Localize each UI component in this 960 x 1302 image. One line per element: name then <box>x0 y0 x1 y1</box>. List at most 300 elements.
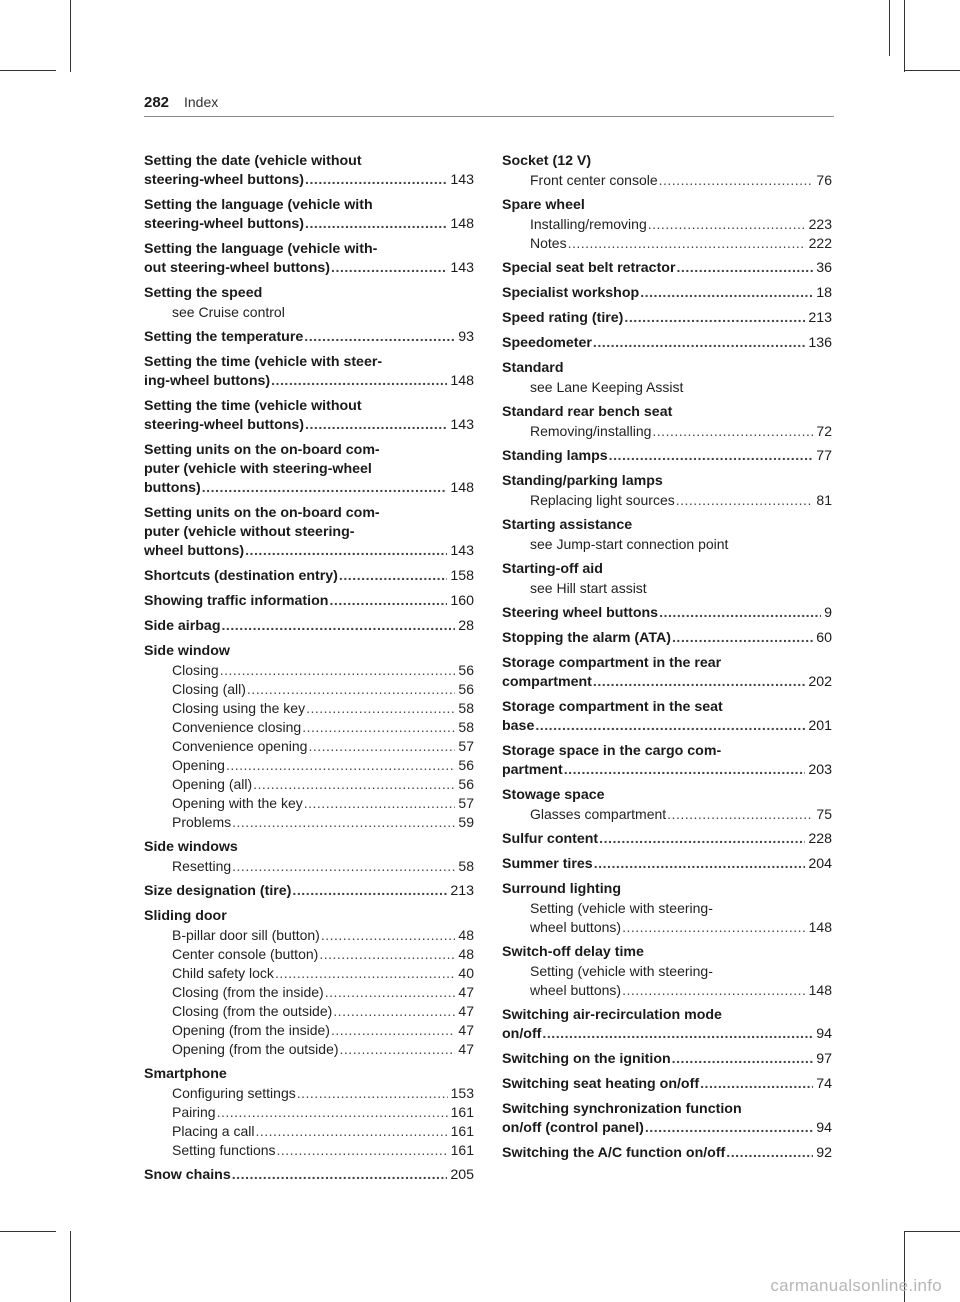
page-ref: 48 <box>458 927 474 943</box>
index-term: Side window <box>144 643 230 659</box>
index-entry <box>502 742 832 780</box>
index-entry <box>144 1065 474 1160</box>
page-ref: 59 <box>458 814 474 830</box>
index-entry <box>144 328 474 347</box>
index-entry <box>502 855 832 874</box>
page-ref: 203 <box>808 762 832 778</box>
index-entry <box>502 1050 832 1069</box>
index-term: Setting the language (vehicle with <box>144 197 373 213</box>
index-subentry-text: B-pillar door sill (button) <box>172 927 320 943</box>
index-subentry <box>144 699 474 718</box>
index-term: Standard rear bench seat <box>502 404 673 420</box>
index-subentry-text: Problems <box>172 814 232 830</box>
index-entry <box>502 1100 832 1138</box>
leader-dots <box>622 918 806 937</box>
page-ref: 47 <box>458 1003 474 1019</box>
index-term: Standard <box>502 360 564 376</box>
page-ref: 57 <box>458 795 474 811</box>
index-term-text: Special seat belt retractor <box>502 260 676 276</box>
index-term-text: Specialist workshop <box>502 285 640 301</box>
leader-dots <box>672 1050 814 1069</box>
index-entry <box>144 838 474 876</box>
index-subentry <box>144 1021 474 1040</box>
index-subentry <box>502 805 832 824</box>
index-subentry <box>144 661 474 680</box>
index-term: Setting the speed <box>144 285 263 301</box>
index-subentry <box>144 1141 474 1160</box>
index-term: puter (vehicle with steering-wheel <box>144 461 372 477</box>
index-entry <box>502 152 832 190</box>
page-ref: 58 <box>458 858 474 874</box>
index-term-text: Switching the A/C function on/off <box>502 1145 726 1161</box>
index-subentry-text: wheel buttons) <box>530 982 622 998</box>
index-subentry <box>502 215 832 234</box>
leader-dots <box>659 604 821 623</box>
page-ref: 47 <box>458 1041 474 1057</box>
index-subentry <box>502 491 832 510</box>
index-subentry-text: Closing (from the inside) <box>172 984 324 1000</box>
index-subentry: see Lane Keeping Assist <box>530 379 684 395</box>
index-subentry <box>144 1040 474 1059</box>
index-subentry <box>144 926 474 945</box>
page-ref: 222 <box>808 235 832 251</box>
leader-dots <box>277 1141 448 1160</box>
leader-dots <box>305 215 447 234</box>
page-ref: 94 <box>816 1026 832 1042</box>
page-ref: 148 <box>808 982 832 998</box>
index-term: Standing/parking lamps <box>502 473 663 489</box>
index-term <box>144 416 474 435</box>
index-subentry <box>144 756 474 775</box>
index-entry <box>502 516 832 554</box>
leader-dots <box>652 422 813 441</box>
index-term <box>502 830 832 849</box>
index-term <box>144 328 474 347</box>
index-entry <box>502 629 832 648</box>
page-ref: 94 <box>816 1120 832 1136</box>
leader-dots <box>676 259 813 278</box>
crop-mark <box>70 1231 71 1302</box>
index-entry <box>502 309 832 328</box>
page-ref: 56 <box>458 681 474 697</box>
index-term-text: buttons) <box>144 480 201 496</box>
index-term <box>144 372 474 391</box>
index-subentry-text: Notes <box>530 235 567 251</box>
leader-dots <box>568 234 806 253</box>
index-subentry <box>144 1103 474 1122</box>
page-ref: 58 <box>458 719 474 735</box>
page-ref: 160 <box>450 593 474 609</box>
index-entry <box>502 284 832 303</box>
index-entry <box>502 880 832 937</box>
page-ref: 47 <box>458 1022 474 1038</box>
page-ref: 213 <box>450 883 474 899</box>
leader-dots <box>726 1144 813 1163</box>
crop-mark <box>889 0 890 56</box>
index-subentry-text: Closing using the key <box>172 700 306 716</box>
index-term-text: on/off <box>502 1026 542 1042</box>
index-term-text: wheel buttons) <box>144 543 245 559</box>
index-subentry-text: Opening (from the outside) <box>172 1041 339 1057</box>
index-entry <box>502 259 832 278</box>
page-ref: 161 <box>450 1142 474 1158</box>
leader-dots <box>321 926 456 945</box>
index-subentry-text: Opening with the key <box>172 795 303 811</box>
page-ref: 40 <box>458 965 474 981</box>
page-ref: 47 <box>458 984 474 1000</box>
leader-dots <box>542 1025 813 1044</box>
page-ref: 92 <box>816 1145 832 1161</box>
index-subentry: Setting (vehicle with steering- <box>530 900 713 916</box>
index-term: Smartphone <box>144 1066 227 1082</box>
index-term <box>502 1075 832 1094</box>
page-ref: 148 <box>808 919 832 935</box>
crop-mark <box>0 70 56 71</box>
index-term-text: Shortcuts (destination entry) <box>144 568 338 584</box>
page-ref: 143 <box>450 417 474 433</box>
index-subentry-text: Replacing light sources <box>530 492 675 508</box>
index-subentry <box>144 775 474 794</box>
index-term: Switching air-recirculation mode <box>502 1007 722 1023</box>
index-entry <box>144 592 474 611</box>
index-term-text: Steering wheel buttons <box>502 605 659 621</box>
leader-dots <box>306 699 455 718</box>
index-entry <box>502 604 832 623</box>
index-term <box>502 1050 832 1069</box>
index-term <box>502 604 832 623</box>
leader-dots <box>622 981 806 1000</box>
index-term-text: Standing lamps <box>502 448 608 464</box>
page-ref: 58 <box>458 700 474 716</box>
index-term-text: steering-wheel buttons) <box>144 172 305 188</box>
index-subentry <box>144 794 474 813</box>
index-entry <box>502 472 832 510</box>
index-subentry-text: Center console (button) <box>172 946 319 962</box>
index-column-right <box>502 152 832 1169</box>
page-ref: 136 <box>808 335 832 351</box>
leader-dots <box>275 964 455 983</box>
index-term <box>502 629 832 648</box>
index-term-text: Switching seat heating on/off <box>502 1076 700 1092</box>
index-term-text: Setting the temperature <box>144 329 304 345</box>
index-term-text: out steering-wheel buttons) <box>144 260 331 276</box>
crop-mark <box>70 0 71 72</box>
index-entry <box>144 441 474 498</box>
index-subentry-text: Closing (all) <box>172 681 246 697</box>
leader-dots <box>308 737 455 756</box>
page-ref: 56 <box>458 757 474 773</box>
leader-dots <box>594 855 806 874</box>
index-subentry <box>144 813 474 832</box>
index-entry <box>144 240 474 278</box>
index-entry <box>502 359 832 397</box>
leader-dots <box>256 1122 448 1141</box>
page-ref: 204 <box>808 856 832 872</box>
leader-dots <box>247 680 456 699</box>
index-entry <box>502 403 832 441</box>
leader-dots <box>304 328 455 347</box>
page-ref: 202 <box>808 674 832 690</box>
index-entry <box>144 1166 474 1185</box>
page-ref: 97 <box>816 1051 832 1067</box>
index-term: Stowage space <box>502 787 605 803</box>
index-term <box>144 882 474 901</box>
leader-dots <box>593 673 805 692</box>
index-term: Socket (12 V) <box>502 153 592 169</box>
leader-dots <box>676 491 814 510</box>
index-entry <box>144 152 474 190</box>
index-entry <box>502 654 832 692</box>
watermark: carmanualsonline.info <box>770 1276 942 1295</box>
index-subentry-text: Opening (from the inside) <box>172 1022 330 1038</box>
index-subentry-text: Front center console <box>530 172 658 188</box>
index-term <box>144 259 474 278</box>
leader-dots <box>609 447 814 466</box>
page-ref: 56 <box>458 776 474 792</box>
page-ref: 93 <box>458 329 474 345</box>
page-ref: 18 <box>816 285 832 301</box>
leader-dots <box>331 1021 455 1040</box>
index-term <box>144 215 474 234</box>
page-ref: 158 <box>450 568 474 584</box>
leader-dots <box>232 813 455 832</box>
page-ref: 228 <box>808 831 832 847</box>
index-entry <box>144 504 474 561</box>
index-entry <box>502 830 832 849</box>
index-subentry-text: Setting functions <box>172 1142 276 1158</box>
crop-mark <box>904 0 905 72</box>
page-ref: 143 <box>450 543 474 559</box>
index-subentry <box>144 737 474 756</box>
leader-dots <box>648 215 806 234</box>
index-term: Storage space in the cargo com- <box>502 743 722 759</box>
leader-dots <box>302 718 455 737</box>
index-subentry <box>144 1084 474 1103</box>
index-entry <box>502 560 832 598</box>
index-subentry-text: Placing a call <box>172 1123 255 1139</box>
index-entry <box>144 353 474 391</box>
page-ref: 205 <box>450 1167 474 1183</box>
index-entry <box>144 642 474 832</box>
leader-dots <box>593 334 805 353</box>
index-entry <box>502 1006 832 1044</box>
leader-dots <box>245 542 447 561</box>
leader-dots <box>304 794 456 813</box>
index-term-text: compartment <box>502 674 592 690</box>
index-entry <box>502 196 832 253</box>
page-ref: 36 <box>816 260 832 276</box>
index-term-text: ing-wheel buttons) <box>144 373 271 389</box>
index-term <box>144 617 474 636</box>
index-term <box>502 284 832 303</box>
index-subentry: see Jump-start connection point <box>530 536 729 552</box>
leader-dots <box>305 416 447 435</box>
leader-dots <box>292 882 447 901</box>
page-ref: 28 <box>458 618 474 634</box>
index-subentry-text: Opening <box>172 757 225 773</box>
leader-dots <box>226 756 455 775</box>
header-rule <box>144 116 834 117</box>
crop-mark <box>904 70 960 71</box>
index-term: Spare wheel <box>502 197 585 213</box>
page-ref: 60 <box>816 630 832 646</box>
index-term-text: Side airbag <box>144 618 221 634</box>
leader-dots <box>297 1084 448 1103</box>
index-term: Setting units on the on-board com- <box>144 505 380 521</box>
index-term <box>144 1166 474 1185</box>
index-term <box>144 171 474 190</box>
page-ref: 213 <box>808 310 832 326</box>
leader-dots <box>564 761 806 780</box>
index-term-text: base <box>502 718 535 734</box>
page-ref: 143 <box>450 260 474 276</box>
leader-dots <box>305 171 447 190</box>
index-entry <box>502 334 832 353</box>
index-subentry <box>144 857 474 876</box>
index-subentry <box>502 918 832 937</box>
index-term-text: Stopping the alarm (ATA) <box>502 630 671 646</box>
index-term <box>502 717 832 736</box>
index-subentry-text: Pairing <box>172 1104 216 1120</box>
index-entry <box>502 698 832 736</box>
index-subentry-text: Configuring settings <box>172 1085 296 1101</box>
index-term: Switching synchronization function <box>502 1101 742 1117</box>
index-term-text: Speedometer <box>502 335 592 351</box>
index-term <box>502 673 832 692</box>
index-term <box>502 447 832 466</box>
index-term: Storage compartment in the seat <box>502 699 723 715</box>
leader-dots <box>253 775 455 794</box>
index-term <box>502 1025 832 1044</box>
index-term <box>502 309 832 328</box>
index-term: Switch-off delay time <box>502 944 644 960</box>
index-subentry-text: Convenience opening <box>172 738 308 754</box>
page-ref: 201 <box>808 718 832 734</box>
index-term-text: Summer tires <box>502 856 593 872</box>
index-term: Side windows <box>144 839 238 855</box>
index-term: puter (vehicle without steering- <box>144 524 355 540</box>
leader-dots <box>331 259 447 278</box>
page-header <box>144 94 834 116</box>
index-entry <box>502 1075 832 1094</box>
index-term-text: on/off (control panel) <box>502 1120 644 1136</box>
leader-dots <box>232 1166 448 1185</box>
page-ref: 76 <box>816 172 832 188</box>
index-term <box>144 592 474 611</box>
index-subentry-text: Glasses compartment <box>530 806 667 822</box>
index-column-left <box>144 152 474 1191</box>
index-subentry <box>144 983 474 1002</box>
index-entry <box>144 567 474 586</box>
index-term-text: steering-wheel buttons) <box>144 417 305 433</box>
leader-dots <box>333 1002 455 1021</box>
page-ref: 56 <box>458 662 474 678</box>
page-ref: 161 <box>450 1123 474 1139</box>
index-subentry <box>502 422 832 441</box>
leader-dots <box>325 983 456 1002</box>
index-subentry <box>144 964 474 983</box>
index-subentry-text: wheel buttons) <box>530 919 622 935</box>
index-subentry-text: Child safety lock <box>172 965 274 981</box>
index-term <box>502 259 832 278</box>
index-subentry <box>144 680 474 699</box>
index-term <box>502 1119 832 1138</box>
page-ref: 148 <box>450 373 474 389</box>
leader-dots <box>659 171 814 190</box>
leader-dots <box>220 661 456 680</box>
index-subentry <box>502 234 832 253</box>
page-ref: 161 <box>450 1104 474 1120</box>
index-entry <box>502 786 832 824</box>
index-term-text: Size designation (tire) <box>144 883 292 899</box>
index-subentry-text: Removing/installing <box>530 423 652 439</box>
leader-dots <box>645 1119 813 1138</box>
index-term: Starting-off aid <box>502 561 603 577</box>
index-term-text: partment <box>502 762 563 778</box>
index-term: Setting the language (vehicle with- <box>144 241 378 257</box>
index-subentry-text: Closing <box>172 662 219 678</box>
index-subentry-text: Resetting <box>172 858 232 874</box>
index-term: Sliding door <box>144 908 227 924</box>
index-subentry-text: Convenience closing <box>172 719 302 735</box>
crop-mark <box>904 1231 960 1232</box>
index-subentry <box>144 945 474 964</box>
index-subentry: Setting (vehicle with steering- <box>530 963 713 979</box>
index-subentry <box>144 718 474 737</box>
page-ref: 148 <box>450 480 474 496</box>
page-ref: 48 <box>458 946 474 962</box>
index-term <box>144 479 474 498</box>
leader-dots <box>221 617 455 636</box>
index-entry <box>144 617 474 636</box>
leader-dots <box>599 830 805 849</box>
index-term: Setting the time (vehicle with steer- <box>144 354 383 370</box>
index-subentry <box>144 1002 474 1021</box>
page-ref: 223 <box>808 216 832 232</box>
index-entry <box>144 907 474 1059</box>
leader-dots <box>329 592 447 611</box>
index-subentry: see Cruise control <box>172 304 285 320</box>
page-ref: 81 <box>816 492 832 508</box>
index-entry <box>502 1144 832 1163</box>
index-term-text: Showing traffic information <box>144 593 329 609</box>
page-ref: 77 <box>816 448 832 464</box>
index-term: Setting units on the on-board com- <box>144 442 380 458</box>
index-subentry <box>144 1122 474 1141</box>
index-entry <box>144 882 474 901</box>
index-term <box>502 855 832 874</box>
page-ref: 72 <box>816 423 832 439</box>
page-ref: 143 <box>450 172 474 188</box>
index-term <box>502 761 832 780</box>
index-subentry-text: Opening (all) <box>172 776 253 792</box>
index-subentry-text: Installing/removing <box>530 216 647 232</box>
leader-dots <box>232 857 455 876</box>
leader-dots <box>667 805 813 824</box>
index-subentry-text: Closing (from the outside) <box>172 1003 333 1019</box>
index-entry <box>502 447 832 466</box>
index-term: Setting the date (vehicle without <box>144 153 362 169</box>
index-term: Surround lighting <box>502 881 621 897</box>
index-term: Setting the time (vehicle without <box>144 398 362 414</box>
index-subentry <box>502 171 832 190</box>
page-ref: 9 <box>824 605 832 621</box>
index-subentry: see Hill start assist <box>530 580 647 596</box>
index-term-text: Sulfur content <box>502 831 599 847</box>
index-term: Starting assistance <box>502 517 633 533</box>
page-ref: 153 <box>450 1085 474 1101</box>
index-entry <box>144 196 474 234</box>
